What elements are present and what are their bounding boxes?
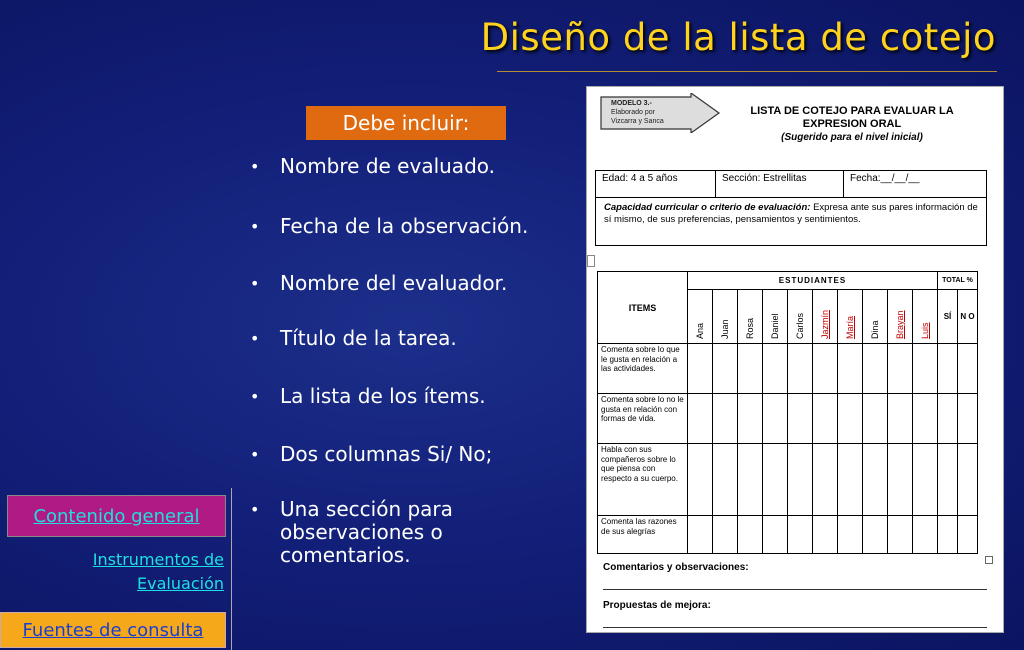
requirements-list bbox=[250, 155, 550, 602]
section-field: Sección: Estrellitas bbox=[716, 171, 844, 197]
list-item: • Nombre del evaluador. bbox=[250, 272, 550, 295]
nav-divider bbox=[231, 488, 232, 650]
student-name-cell bbox=[688, 290, 713, 344]
title-divider bbox=[497, 71, 997, 72]
list-item: • Fecha de la observación. bbox=[250, 215, 550, 238]
info-box bbox=[595, 170, 987, 246]
model-number: MODELO 3.- bbox=[611, 100, 652, 107]
capacity-text: Expresa ante sus pares información de sí mismo, de sus preferencias, pensamientos y sentimientos. bbox=[604, 202, 978, 225]
move-handle-icon bbox=[587, 255, 595, 267]
nav-link-general-content[interactable]: Contenido general bbox=[7, 495, 226, 537]
list-item: • Dos columnas Si/ No; bbox=[250, 443, 550, 466]
document-heading bbox=[737, 105, 967, 144]
student-name-cell bbox=[763, 290, 788, 344]
students-header: ESTUDIANTES bbox=[688, 272, 938, 290]
student-name-cell bbox=[863, 290, 888, 344]
proposals-label: Propuestas de mejora: bbox=[603, 600, 711, 611]
list-item: • Una sección para observaciones o comentarios. bbox=[250, 498, 550, 567]
list-item: • La lista de los ítems. bbox=[250, 385, 550, 408]
student-name-cell bbox=[738, 290, 763, 344]
age-field: Edad: 4 a 5 años bbox=[596, 171, 716, 197]
student-name-cell bbox=[713, 290, 738, 344]
table-row: Comenta sobre lo no le gusta en relación con formas de vida. bbox=[598, 394, 688, 444]
nav-link-sources[interactable]: Fuentes de consulta bbox=[0, 612, 226, 648]
divider bbox=[603, 627, 987, 628]
capacity-description bbox=[596, 198, 986, 230]
heading-line-1: LISTA DE COTEJO PARA EVALUAR LA bbox=[750, 105, 954, 117]
no-header: N O bbox=[958, 290, 978, 344]
items-header: ITEMS bbox=[598, 272, 688, 344]
date-field: Fecha:__/__/__ bbox=[850, 173, 920, 184]
total-header: TOTAL % bbox=[938, 272, 978, 290]
student-name-cell bbox=[838, 290, 863, 344]
student-name: Jazmín bbox=[820, 309, 830, 339]
heading-subtitle: (Sugerido para el nivel inicial) bbox=[781, 132, 923, 143]
table-row: Comenta las razones de sus alegrías bbox=[598, 516, 688, 554]
student-name: Brayan bbox=[895, 310, 905, 339]
student-name-cell bbox=[913, 290, 938, 344]
si-header: SÍ bbox=[938, 290, 958, 344]
student-name-cell bbox=[888, 290, 913, 344]
divider bbox=[603, 589, 987, 590]
info-row bbox=[596, 171, 986, 198]
heading-line-2: EXPRESION ORAL bbox=[802, 118, 902, 130]
must-include-badge: Debe incluir: bbox=[306, 106, 506, 140]
model-by: Elaborado por bbox=[611, 109, 655, 116]
slide-title: Diseño de la lista de cotejo bbox=[480, 16, 996, 59]
list-item: • Nombre de evaluado. bbox=[250, 155, 550, 178]
checklist-document-image bbox=[586, 86, 1004, 633]
capacity-label: Capacidad curricular o criterio de evaluación: bbox=[604, 202, 811, 213]
list-item: • Título de la tarea. bbox=[250, 327, 550, 350]
student-name-cell bbox=[788, 290, 813, 344]
student-name: Juan bbox=[720, 319, 730, 339]
student-name: Carlos bbox=[795, 312, 805, 339]
student-name: Dina bbox=[870, 320, 880, 339]
model-label bbox=[611, 99, 664, 126]
student-name-cell bbox=[813, 290, 838, 344]
table-row: Comenta sobre lo que le gusta en relación a las actividades. bbox=[598, 344, 688, 394]
checklist-table bbox=[597, 271, 978, 554]
student-name: Luis bbox=[920, 322, 930, 339]
table-row: Habla con sus compañeros sobre lo que piensa con respecto a su cuerpo. bbox=[598, 444, 688, 516]
student-name: María bbox=[845, 315, 855, 339]
student-name: Ana bbox=[695, 322, 705, 339]
resize-handle-icon bbox=[985, 556, 993, 564]
nav-link-instruments[interactable]: Instrumentos de Evaluación bbox=[92, 550, 224, 593]
student-name: Rosa bbox=[745, 317, 755, 339]
model-authors: Vizcarra y Sanca bbox=[611, 118, 664, 125]
student-name: Daniel bbox=[770, 313, 780, 339]
comments-label: Comentarios y observaciones: bbox=[603, 562, 749, 573]
